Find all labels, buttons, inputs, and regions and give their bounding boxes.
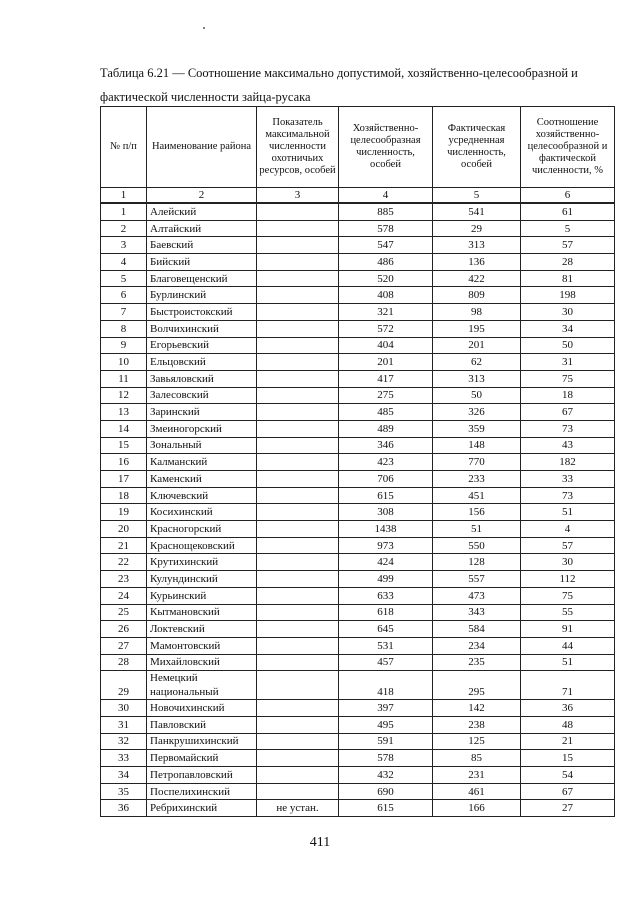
max-population-cell bbox=[257, 621, 339, 638]
table-row bbox=[101, 733, 615, 750]
max-population-cell bbox=[257, 654, 339, 671]
actual-population: 125 bbox=[433, 733, 521, 750]
max-population-cell bbox=[257, 354, 339, 371]
header-district: Наименование района bbox=[147, 107, 257, 188]
ratio-percent: 67 bbox=[521, 783, 615, 800]
max-population-cell bbox=[257, 637, 339, 654]
actual-population: 231 bbox=[433, 767, 521, 784]
table-row bbox=[101, 220, 615, 237]
actual-population: 541 bbox=[433, 203, 521, 220]
ratio-percent: 73 bbox=[521, 420, 615, 437]
ratio-percent: 50 bbox=[521, 337, 615, 354]
ratio-percent: 75 bbox=[521, 370, 615, 387]
actual-population: 142 bbox=[433, 700, 521, 717]
economic-population: 547 bbox=[339, 237, 433, 254]
economic-population: 321 bbox=[339, 304, 433, 321]
economic-population: 615 bbox=[339, 800, 433, 817]
header-number: № п/п bbox=[101, 107, 147, 188]
actual-population: 461 bbox=[433, 783, 521, 800]
table-row bbox=[101, 237, 615, 254]
district-name: Ребрихинский bbox=[147, 800, 257, 817]
ratio-percent: 112 bbox=[521, 571, 615, 588]
actual-population: 201 bbox=[433, 337, 521, 354]
district-name: Первомайский bbox=[147, 750, 257, 767]
table-row bbox=[101, 767, 615, 784]
ratio-percent: 30 bbox=[521, 554, 615, 571]
max-population-cell bbox=[257, 537, 339, 554]
max-population-cell bbox=[257, 287, 339, 304]
ratio-percent: 43 bbox=[521, 437, 615, 454]
district-name: Зональный bbox=[147, 437, 257, 454]
actual-population: 295 bbox=[433, 671, 521, 700]
district-name: Егорьевский bbox=[147, 337, 257, 354]
max-population-cell bbox=[257, 671, 339, 700]
max-population-cell bbox=[257, 571, 339, 588]
ratio-percent: 28 bbox=[521, 254, 615, 271]
actual-population: 238 bbox=[433, 716, 521, 733]
max-population-cell bbox=[257, 254, 339, 271]
ratio-percent: 61 bbox=[521, 203, 615, 220]
economic-population: 1438 bbox=[339, 521, 433, 538]
actual-population: 51 bbox=[433, 521, 521, 538]
table-row bbox=[101, 254, 615, 271]
ratio-percent: 31 bbox=[521, 354, 615, 371]
row-number: 21 bbox=[101, 537, 147, 554]
district-name: Новочихинский bbox=[147, 700, 257, 717]
max-population-cell bbox=[257, 783, 339, 800]
ratio-percent: 36 bbox=[521, 700, 615, 717]
district-name: Курьинский bbox=[147, 587, 257, 604]
max-population-cell bbox=[257, 404, 339, 421]
actual-population: 234 bbox=[433, 637, 521, 654]
economic-population: 591 bbox=[339, 733, 433, 750]
table-row bbox=[101, 454, 615, 471]
max-population-cell bbox=[257, 587, 339, 604]
table-row bbox=[101, 604, 615, 621]
row-number: 36 bbox=[101, 800, 147, 817]
economic-population: 973 bbox=[339, 537, 433, 554]
row-number: 22 bbox=[101, 554, 147, 571]
row-number: 8 bbox=[101, 320, 147, 337]
header-max-population: Показатель максимальной численности охотничьих ресурсов, особей bbox=[257, 107, 339, 188]
actual-population: 313 bbox=[433, 370, 521, 387]
ratio-percent: 51 bbox=[521, 654, 615, 671]
economic-population: 417 bbox=[339, 370, 433, 387]
table-row bbox=[101, 270, 615, 287]
ratio-percent: 18 bbox=[521, 387, 615, 404]
district-name: Петропавловский bbox=[147, 767, 257, 784]
ratio-percent: 51 bbox=[521, 504, 615, 521]
economic-population: 499 bbox=[339, 571, 433, 588]
ratio-percent: 57 bbox=[521, 537, 615, 554]
table-row bbox=[101, 203, 615, 220]
economic-population: 457 bbox=[339, 654, 433, 671]
header-actual-population: Фактическая усредненная численность, особей bbox=[433, 107, 521, 188]
actual-population: 770 bbox=[433, 454, 521, 471]
max-population-cell bbox=[257, 471, 339, 488]
actual-population: 166 bbox=[433, 800, 521, 817]
table-row bbox=[101, 800, 615, 817]
max-population-cell bbox=[257, 270, 339, 287]
actual-population: 29 bbox=[433, 220, 521, 237]
table-row bbox=[101, 783, 615, 800]
table-row bbox=[101, 537, 615, 554]
economic-population: 424 bbox=[339, 554, 433, 571]
max-population-cell bbox=[257, 700, 339, 717]
district-name bbox=[147, 671, 257, 700]
table-row bbox=[101, 354, 615, 371]
table-row bbox=[101, 471, 615, 488]
district-name: Краснощековский bbox=[147, 537, 257, 554]
ratio-percent: 21 bbox=[521, 733, 615, 750]
district-name: Панкрушихинский bbox=[147, 733, 257, 750]
data-table bbox=[100, 106, 615, 817]
economic-population: 408 bbox=[339, 287, 433, 304]
row-number: 25 bbox=[101, 604, 147, 621]
district-name: Алтайский bbox=[147, 220, 257, 237]
actual-population: 128 bbox=[433, 554, 521, 571]
district-name: Залесовский bbox=[147, 387, 257, 404]
row-number: 24 bbox=[101, 587, 147, 604]
table-row bbox=[101, 287, 615, 304]
ratio-percent: 55 bbox=[521, 604, 615, 621]
ratio-percent: 48 bbox=[521, 716, 615, 733]
economic-population: 404 bbox=[339, 337, 433, 354]
ratio-percent: 4 bbox=[521, 521, 615, 538]
district-name: Михайловский bbox=[147, 654, 257, 671]
district-name: Змеиногорский bbox=[147, 420, 257, 437]
district-name: Бурлинский bbox=[147, 287, 257, 304]
max-population-cell bbox=[257, 767, 339, 784]
economic-population: 885 bbox=[339, 203, 433, 220]
district-name: Локтевский bbox=[147, 621, 257, 638]
row-number: 13 bbox=[101, 404, 147, 421]
actual-population: 584 bbox=[433, 621, 521, 638]
economic-population: 275 bbox=[339, 387, 433, 404]
table-row bbox=[101, 320, 615, 337]
row-number: 31 bbox=[101, 716, 147, 733]
actual-population: 136 bbox=[433, 254, 521, 271]
row-number: 30 bbox=[101, 700, 147, 717]
max-population-cell bbox=[257, 320, 339, 337]
table-row bbox=[101, 637, 615, 654]
row-number: 6 bbox=[101, 287, 147, 304]
economic-population: 423 bbox=[339, 454, 433, 471]
district-name: Ключевский bbox=[147, 487, 257, 504]
max-population-cell bbox=[257, 604, 339, 621]
table-body bbox=[101, 188, 615, 817]
row-number: 4 bbox=[101, 254, 147, 271]
district-name: Ельцовский bbox=[147, 354, 257, 371]
row-number: 23 bbox=[101, 571, 147, 588]
row-number: 18 bbox=[101, 487, 147, 504]
district-name: Волчихинский bbox=[147, 320, 257, 337]
header-ratio: Соотношение хозяйственно-целесообразной и фактической численности, % bbox=[521, 107, 615, 188]
header-economic-population: Хозяйственно-целесообразная численность, особей bbox=[339, 107, 433, 188]
economic-population: 520 bbox=[339, 270, 433, 287]
row-number: 1 bbox=[101, 203, 147, 220]
ratio-percent: 75 bbox=[521, 587, 615, 604]
table-caption bbox=[100, 61, 620, 109]
column-index-row bbox=[101, 188, 615, 204]
table-row bbox=[101, 404, 615, 421]
actual-population: 422 bbox=[433, 270, 521, 287]
economic-population: 489 bbox=[339, 420, 433, 437]
economic-population: 418 bbox=[339, 671, 433, 700]
actual-population: 326 bbox=[433, 404, 521, 421]
economic-population: 486 bbox=[339, 254, 433, 271]
row-number: 14 bbox=[101, 420, 147, 437]
max-population-cell bbox=[257, 437, 339, 454]
table-row bbox=[101, 370, 615, 387]
actual-population: 451 bbox=[433, 487, 521, 504]
ratio-percent: 198 bbox=[521, 287, 615, 304]
ratio-percent: 67 bbox=[521, 404, 615, 421]
ratio-percent: 182 bbox=[521, 454, 615, 471]
district-name: Каменский bbox=[147, 471, 257, 488]
caption-line-1: Таблица 6.21 — Соотношение максимально допустимой, хозяйственно-целесообразной и bbox=[100, 66, 578, 80]
district-name: Косихинский bbox=[147, 504, 257, 521]
column-index: 4 bbox=[339, 188, 433, 204]
district-name: Калманский bbox=[147, 454, 257, 471]
row-number: 12 bbox=[101, 387, 147, 404]
table-row bbox=[101, 716, 615, 733]
district-name: Баевский bbox=[147, 237, 257, 254]
row-number: 29 bbox=[101, 671, 147, 700]
table-row bbox=[101, 387, 615, 404]
actual-population: 550 bbox=[433, 537, 521, 554]
row-number: 17 bbox=[101, 471, 147, 488]
row-number: 34 bbox=[101, 767, 147, 784]
table-row bbox=[101, 654, 615, 671]
page-number: 411 bbox=[309, 835, 331, 850]
row-number: 10 bbox=[101, 354, 147, 371]
row-number: 7 bbox=[101, 304, 147, 321]
ratio-percent: 57 bbox=[521, 237, 615, 254]
table-row bbox=[101, 587, 615, 604]
economic-population: 432 bbox=[339, 767, 433, 784]
ratio-percent: 33 bbox=[521, 471, 615, 488]
economic-population: 615 bbox=[339, 487, 433, 504]
table-row bbox=[101, 521, 615, 538]
row-number: 16 bbox=[101, 454, 147, 471]
column-index: 3 bbox=[257, 188, 339, 204]
max-population-cell bbox=[257, 487, 339, 504]
actual-population: 343 bbox=[433, 604, 521, 621]
district-name: Кулундинский bbox=[147, 571, 257, 588]
district-name-line: Немецкий bbox=[150, 672, 198, 685]
economic-population: 578 bbox=[339, 750, 433, 767]
economic-population: 397 bbox=[339, 700, 433, 717]
row-number: 19 bbox=[101, 504, 147, 521]
table-row bbox=[101, 420, 615, 437]
table-row bbox=[101, 571, 615, 588]
table-row bbox=[101, 487, 615, 504]
table-row bbox=[101, 671, 615, 700]
actual-population: 557 bbox=[433, 571, 521, 588]
economic-population: 572 bbox=[339, 320, 433, 337]
district-name: Поспелихинский bbox=[147, 783, 257, 800]
column-index: 1 bbox=[101, 188, 147, 204]
max-population-cell bbox=[257, 454, 339, 471]
row-number: 3 bbox=[101, 237, 147, 254]
district-name: Бийский bbox=[147, 254, 257, 271]
column-index: 6 bbox=[521, 188, 615, 204]
economic-population: 531 bbox=[339, 637, 433, 654]
row-number: 28 bbox=[101, 654, 147, 671]
max-population-cell: не устан. bbox=[257, 800, 339, 817]
row-number: 2 bbox=[101, 220, 147, 237]
max-population-cell bbox=[257, 337, 339, 354]
economic-population: 201 bbox=[339, 354, 433, 371]
max-population-cell bbox=[257, 733, 339, 750]
ratio-percent: 15 bbox=[521, 750, 615, 767]
row-number: 11 bbox=[101, 370, 147, 387]
max-population-cell bbox=[257, 554, 339, 571]
district-name-line: национальный bbox=[150, 686, 219, 699]
scan-speck bbox=[203, 27, 205, 29]
max-population-cell bbox=[257, 370, 339, 387]
row-number: 15 bbox=[101, 437, 147, 454]
economic-population: 645 bbox=[339, 621, 433, 638]
row-number: 35 bbox=[101, 783, 147, 800]
actual-population: 359 bbox=[433, 420, 521, 437]
max-population-cell bbox=[257, 716, 339, 733]
max-population-cell bbox=[257, 420, 339, 437]
caption-line-2: фактической численности зайца-русака bbox=[100, 90, 311, 104]
max-population-cell bbox=[257, 504, 339, 521]
row-number: 26 bbox=[101, 621, 147, 638]
district-name: Павловский bbox=[147, 716, 257, 733]
row-number: 33 bbox=[101, 750, 147, 767]
ratio-percent: 34 bbox=[521, 320, 615, 337]
row-number: 32 bbox=[101, 733, 147, 750]
table-row bbox=[101, 504, 615, 521]
economic-population: 578 bbox=[339, 220, 433, 237]
max-population-cell bbox=[257, 237, 339, 254]
ratio-percent: 91 bbox=[521, 621, 615, 638]
table-row bbox=[101, 437, 615, 454]
actual-population: 195 bbox=[433, 320, 521, 337]
district-name: Заринский bbox=[147, 404, 257, 421]
max-population-cell bbox=[257, 750, 339, 767]
actual-population: 85 bbox=[433, 750, 521, 767]
economic-population: 346 bbox=[339, 437, 433, 454]
ratio-percent: 27 bbox=[521, 800, 615, 817]
actual-population: 148 bbox=[433, 437, 521, 454]
table-row bbox=[101, 621, 615, 638]
max-population-cell bbox=[257, 521, 339, 538]
economic-population: 633 bbox=[339, 587, 433, 604]
actual-population: 233 bbox=[433, 471, 521, 488]
ratio-percent: 44 bbox=[521, 637, 615, 654]
ratio-percent: 30 bbox=[521, 304, 615, 321]
economic-population: 495 bbox=[339, 716, 433, 733]
table-row bbox=[101, 700, 615, 717]
header-row bbox=[101, 107, 615, 188]
column-index: 5 bbox=[433, 188, 521, 204]
row-number: 9 bbox=[101, 337, 147, 354]
actual-population: 473 bbox=[433, 587, 521, 604]
district-name: Быстроистокский bbox=[147, 304, 257, 321]
ratio-percent: 81 bbox=[521, 270, 615, 287]
column-index: 2 bbox=[147, 188, 257, 204]
table-row bbox=[101, 337, 615, 354]
actual-population: 313 bbox=[433, 237, 521, 254]
ratio-percent: 54 bbox=[521, 767, 615, 784]
district-name: Благовещенский bbox=[147, 270, 257, 287]
actual-population: 98 bbox=[433, 304, 521, 321]
actual-population: 62 bbox=[433, 354, 521, 371]
max-population-cell bbox=[257, 387, 339, 404]
actual-population: 50 bbox=[433, 387, 521, 404]
economic-population: 690 bbox=[339, 783, 433, 800]
max-population-cell bbox=[257, 304, 339, 321]
ratio-percent: 5 bbox=[521, 220, 615, 237]
ratio-percent: 71 bbox=[521, 671, 615, 700]
economic-population: 618 bbox=[339, 604, 433, 621]
ratio-percent: 73 bbox=[521, 487, 615, 504]
district-name: Красногорский bbox=[147, 521, 257, 538]
max-population-cell bbox=[257, 220, 339, 237]
district-name: Крутихинский bbox=[147, 554, 257, 571]
table-row bbox=[101, 750, 615, 767]
economic-population: 485 bbox=[339, 404, 433, 421]
max-population-cell bbox=[257, 203, 339, 220]
district-name: Завьяловский bbox=[147, 370, 257, 387]
district-name: Мамонтовский bbox=[147, 637, 257, 654]
actual-population: 809 bbox=[433, 287, 521, 304]
district-name: Алейский bbox=[147, 203, 257, 220]
district-name: Кытмановский bbox=[147, 604, 257, 621]
table-row bbox=[101, 554, 615, 571]
actual-population: 156 bbox=[433, 504, 521, 521]
row-number: 20 bbox=[101, 521, 147, 538]
row-number: 27 bbox=[101, 637, 147, 654]
actual-population: 235 bbox=[433, 654, 521, 671]
economic-population: 308 bbox=[339, 504, 433, 521]
row-number: 5 bbox=[101, 270, 147, 287]
table-row bbox=[101, 304, 615, 321]
economic-population: 706 bbox=[339, 471, 433, 488]
